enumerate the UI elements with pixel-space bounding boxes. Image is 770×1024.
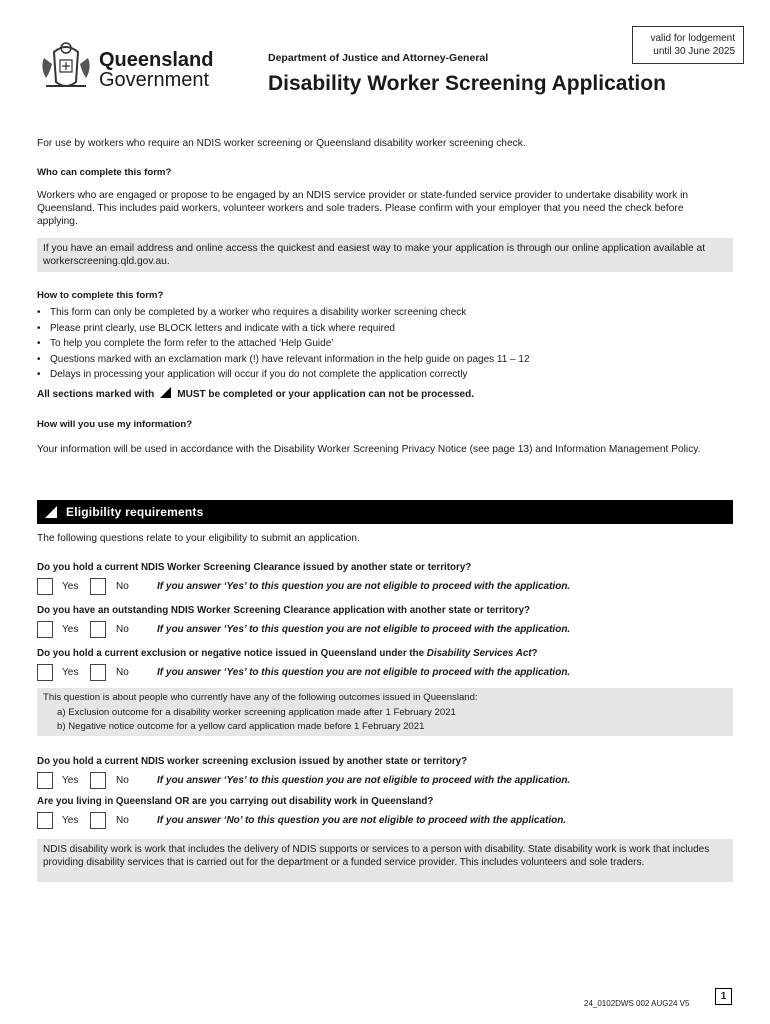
- q5-no-checkbox[interactable]: [90, 812, 106, 829]
- list-item: • To help you complete the form refer to the attached ‘Help Guide’: [37, 336, 727, 352]
- coat-of-arms-icon: [36, 38, 96, 94]
- yes-label: Yes: [62, 624, 79, 635]
- eligibility-heading: Eligibility requirements: [66, 505, 204, 519]
- question-1: Do you hold a current NDIS Worker Screening Clearance issued by another state or territory?: [37, 562, 472, 573]
- q4-warning: If you answer ‘Yes’ to this question you are not eligible to proceed with the application.: [157, 775, 571, 786]
- eligibility-section-header: [37, 500, 733, 524]
- q4-no-checkbox[interactable]: [90, 772, 106, 789]
- question-5-answer: [37, 812, 727, 832]
- mandatory-note: [37, 387, 474, 400]
- q3-yes-checkbox[interactable]: [37, 664, 53, 681]
- question-2: Do you have an outstanding NDIS Worker Screening Clearance application with another state or territory?: [37, 605, 531, 616]
- yes-label: Yes: [62, 815, 79, 826]
- question-3-note-a: a) Exclusion outcome for a disability worker screening application made after 1 February 2021: [57, 706, 456, 718]
- eligibility-intro: The following questions relate to your eligibility to submit an application.: [37, 533, 360, 544]
- validity-box: [632, 26, 744, 64]
- who-body: Workers who are engaged or propose to be engaged by an NDIS service provider or state-funded service provider to undertake disability work in Queensland. This includes paid workers, volunteer workers and sole traders. Please confirm with your employer that you need the check before applying.: [37, 190, 689, 227]
- no-label: No: [116, 581, 129, 592]
- question-4: Do you hold a current NDIS worker screening exclusion issued by another state or territory?: [37, 756, 468, 767]
- instructions-list: [37, 305, 727, 383]
- validity-line-2: until 30 June 2025: [653, 46, 735, 57]
- q1-yes-checkbox[interactable]: [37, 578, 53, 595]
- question-3-note-text: This question is about people who currently have any of the following outcomes issued in Queensland:: [43, 692, 478, 703]
- logo-queensland: Queensland: [99, 49, 214, 71]
- mandatory-note-pre: All sections marked with: [37, 389, 155, 400]
- form-code: 24_0102DWS 002 AUG24 V5: [584, 999, 690, 1008]
- department-name: Department of Justice and Attorney-General: [268, 52, 489, 64]
- no-label: No: [116, 624, 129, 635]
- intro-text: For use by workers who require an NDIS worker screening or Queensland disability worker screening check.: [37, 138, 526, 149]
- q2-no-checkbox[interactable]: [90, 621, 106, 638]
- q4-yes-checkbox[interactable]: [37, 772, 53, 789]
- logo-government: Government: [99, 69, 210, 91]
- online-application-note: If you have an email address and online access the quickest and easiest way to make your application is through our online application available at workerscreening.qld.gov.au.: [37, 238, 733, 272]
- mandatory-triangle-icon: [45, 506, 57, 518]
- queensland-government-logo: [36, 38, 216, 94]
- list-item: • Please print clearly, use BLOCK letters and indicate with a tick where required: [37, 321, 727, 337]
- q1-warning: If you answer ‘Yes’ to this question you are not eligible to proceed with the application.: [157, 581, 571, 592]
- list-item: • Delays in processing your application will occur if you do not complete the application correctly: [37, 367, 727, 383]
- mandatory-triangle-icon: [160, 387, 171, 398]
- no-label: No: [116, 667, 129, 678]
- form-title: Disability Worker Screening Application: [268, 72, 666, 95]
- yes-label: Yes: [62, 667, 79, 678]
- q3-no-checkbox[interactable]: [90, 664, 106, 681]
- yes-label: Yes: [62, 775, 79, 786]
- validity-line-1: valid for lodgement: [650, 33, 735, 44]
- no-label: No: [116, 775, 129, 786]
- question-3-note-b: b) Negative notice outcome for a yellow card application made before 1 February 2021: [57, 721, 425, 732]
- how-heading: How to complete this form?: [37, 290, 164, 301]
- info-body: Your information will be used in accordance with the Disability Worker Screening Privacy Notice (see page 13) and Information Management Policy.: [37, 444, 701, 455]
- yes-label: Yes: [62, 581, 79, 592]
- q3-warning: If you answer ‘Yes’ to this question you are not eligible to proceed with the application.: [157, 667, 571, 678]
- question-1-answer: [37, 578, 727, 598]
- question-5: Are you living in Queensland OR are you carrying out disability work in Queensland?: [37, 796, 434, 807]
- question-2-answer: [37, 621, 727, 641]
- no-label: No: [116, 815, 129, 826]
- mandatory-note-post: MUST be completed or your application can not be processed.: [177, 389, 474, 400]
- q2-yes-checkbox[interactable]: [37, 621, 53, 638]
- list-item: • This form can only be completed by a worker who requires a disability worker screening check: [37, 305, 727, 321]
- question-3-text: Do you hold a current exclusion or negative notice issued in Queensland under the: [37, 648, 425, 659]
- q5-warning: If you answer ‘No’ to this question you are not eligible to proceed with the application.: [157, 815, 567, 826]
- q2-warning: If you answer ‘Yes’ to this question you are not eligible to proceed with the application.: [157, 624, 571, 635]
- who-heading: Who can complete this form?: [37, 167, 172, 178]
- question-3-answer: [37, 664, 727, 684]
- list-item: • Questions marked with an exclamation mark (!) have relevant information in the help guide on pages 11 – 12: [37, 352, 727, 368]
- question-4-answer: [37, 772, 727, 792]
- question-3: [37, 648, 538, 659]
- question-3-act: Disability Services Act: [426, 648, 532, 659]
- info-heading: How will you use my information?: [37, 419, 193, 430]
- q5-yes-checkbox[interactable]: [37, 812, 53, 829]
- page-number: 1: [715, 988, 732, 1005]
- q1-no-checkbox[interactable]: [90, 578, 106, 595]
- question-3-note: [37, 688, 733, 736]
- disability-work-definition: NDIS disability work is work that includes the delivery of NDIS supports or services to a person with disability. State disability work is work that includes providing disability services that is carried out for the department or a funded service provider. This includes volunteers and sole traders.: [37, 839, 733, 882]
- question-3-mark: ?: [531, 648, 538, 659]
